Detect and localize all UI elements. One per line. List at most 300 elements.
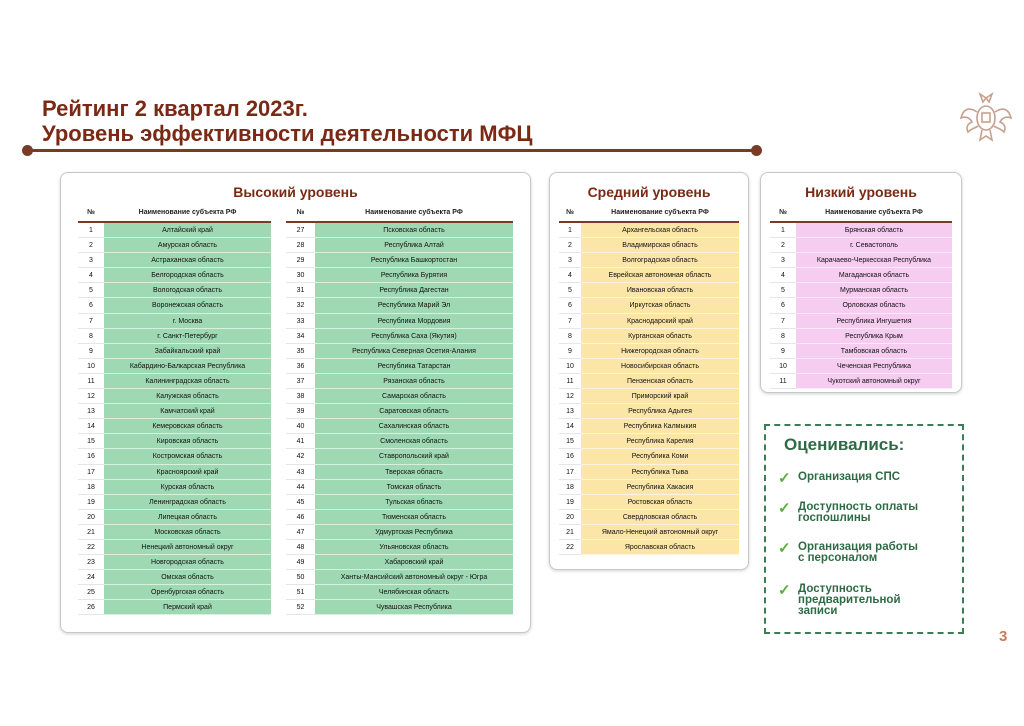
region-name: г. Москва bbox=[104, 314, 271, 329]
region-name: Республика Бурятия bbox=[315, 268, 513, 283]
table-row bbox=[78, 419, 271, 434]
table-row bbox=[286, 253, 513, 268]
region-name: Пермский край bbox=[104, 600, 271, 615]
region-name: Камчатский край bbox=[104, 404, 271, 419]
row-number: 16 bbox=[559, 449, 581, 464]
criteria-item bbox=[778, 472, 958, 486]
region-name: Ульяновская область bbox=[315, 540, 513, 555]
row-number: 22 bbox=[78, 540, 104, 555]
row-number: 1 bbox=[78, 223, 104, 238]
region-name: Магаданская область bbox=[796, 268, 952, 283]
table-row bbox=[559, 525, 739, 540]
region-name: Иркутская область bbox=[581, 298, 739, 313]
table-row bbox=[78, 314, 271, 329]
table-row bbox=[286, 510, 513, 525]
row-number: 14 bbox=[78, 419, 104, 434]
region-name: Костромская область bbox=[104, 449, 271, 464]
table-row bbox=[78, 495, 271, 510]
region-name: Республика Татарстан bbox=[315, 359, 513, 374]
low-level-title: Низкий уровень bbox=[805, 184, 917, 200]
region-name: г. Санкт-Петербург bbox=[104, 329, 271, 344]
row-number: 20 bbox=[559, 510, 581, 525]
row-number: 11 bbox=[559, 374, 581, 389]
divider-dot-left bbox=[22, 145, 33, 156]
region-name: Вологодская область bbox=[104, 283, 271, 298]
table-header bbox=[78, 209, 271, 223]
region-name: Республика Адыгея bbox=[581, 404, 739, 419]
row-number: 21 bbox=[78, 525, 104, 540]
region-name: Ненецкий автономный округ bbox=[104, 540, 271, 555]
low-level-card bbox=[760, 172, 962, 393]
high-table-right bbox=[286, 209, 513, 615]
table-row bbox=[559, 389, 739, 404]
region-name: Самарская область bbox=[315, 389, 513, 404]
region-name: Тюменская область bbox=[315, 510, 513, 525]
region-name: Республика Марий Эл bbox=[315, 298, 513, 313]
region-name: Республика Ингушетия bbox=[796, 314, 952, 329]
table-row bbox=[286, 419, 513, 434]
row-number: 18 bbox=[559, 480, 581, 495]
region-name: г. Севастополь bbox=[796, 238, 952, 253]
table-row bbox=[286, 344, 513, 359]
row-number: 20 bbox=[78, 510, 104, 525]
region-name: Белгородская область bbox=[104, 268, 271, 283]
row-number: 39 bbox=[286, 404, 315, 419]
row-number: 48 bbox=[286, 540, 315, 555]
region-name: Республика Мордовия bbox=[315, 314, 513, 329]
region-name: Ставропольский край bbox=[315, 449, 513, 464]
region-name: Кировская область bbox=[104, 434, 271, 449]
table-row bbox=[78, 570, 271, 585]
table-row bbox=[770, 374, 952, 389]
region-name: Калининградская область bbox=[104, 374, 271, 389]
table-row bbox=[559, 449, 739, 464]
region-name: Республика Саха (Якутия) bbox=[315, 329, 513, 344]
criteria-text: Организация работы bbox=[798, 541, 918, 553]
row-number: 6 bbox=[770, 298, 796, 313]
table-row bbox=[770, 298, 952, 313]
region-name: Омская область bbox=[104, 570, 271, 585]
region-name: Красноярский край bbox=[104, 465, 271, 480]
row-number: 49 bbox=[286, 555, 315, 570]
row-number: 3 bbox=[770, 253, 796, 268]
region-name: Чеченская Республика bbox=[796, 359, 952, 374]
row-number: 44 bbox=[286, 480, 315, 495]
row-number: 4 bbox=[770, 268, 796, 283]
criteria-text: с персоналом bbox=[798, 552, 878, 564]
emblem-icon bbox=[958, 88, 1014, 146]
row-number: 17 bbox=[559, 465, 581, 480]
row-number: 14 bbox=[559, 419, 581, 434]
table-row bbox=[78, 389, 271, 404]
header-name: Наименование субъекта РФ bbox=[611, 209, 709, 216]
table-row bbox=[559, 359, 739, 374]
table-row bbox=[78, 223, 271, 238]
row-number: 21 bbox=[559, 525, 581, 540]
title-divider bbox=[28, 149, 758, 152]
table-row bbox=[559, 253, 739, 268]
region-name: Астраханская область bbox=[104, 253, 271, 268]
criteria-item bbox=[778, 502, 958, 524]
table-row bbox=[286, 404, 513, 419]
criteria-text: Доступность оплаты bbox=[798, 501, 919, 513]
table-row bbox=[770, 238, 952, 253]
check-icon: ✓ bbox=[778, 470, 791, 487]
row-number: 32 bbox=[286, 298, 315, 313]
check-icon: ✓ bbox=[778, 500, 791, 517]
table-row bbox=[559, 238, 739, 253]
row-number: 3 bbox=[78, 253, 104, 268]
row-number: 15 bbox=[559, 434, 581, 449]
region-name: Мурманская область bbox=[796, 283, 952, 298]
divider-dot-right bbox=[751, 145, 762, 156]
region-name: Новгородская область bbox=[104, 555, 271, 570]
table-row bbox=[286, 480, 513, 495]
row-number: 26 bbox=[78, 600, 104, 615]
region-name: Московская область bbox=[104, 525, 271, 540]
region-name: Ленинградская область bbox=[104, 495, 271, 510]
header-num: № bbox=[779, 209, 787, 216]
table-row bbox=[559, 434, 739, 449]
row-number: 11 bbox=[78, 374, 104, 389]
header-name: Наименование субъекта РФ bbox=[825, 209, 923, 216]
header-num: № bbox=[566, 209, 574, 216]
mid-table bbox=[559, 209, 739, 555]
region-name: Республика Тыва bbox=[581, 465, 739, 480]
high-table-left bbox=[78, 209, 271, 615]
row-number: 47 bbox=[286, 525, 315, 540]
table-header bbox=[286, 209, 513, 223]
row-number: 8 bbox=[770, 329, 796, 344]
high-level-title: Высокий уровень bbox=[233, 184, 358, 200]
region-name: Ханты-Мансийский автономный округ - Югра bbox=[315, 570, 513, 585]
table-row bbox=[559, 404, 739, 419]
table-row bbox=[286, 329, 513, 344]
row-number: 10 bbox=[78, 359, 104, 374]
row-number: 13 bbox=[559, 404, 581, 419]
row-number: 8 bbox=[559, 329, 581, 344]
row-number: 10 bbox=[559, 359, 581, 374]
region-name: Новосибирская область bbox=[581, 359, 739, 374]
table-row bbox=[559, 344, 739, 359]
region-name: Забайкальский край bbox=[104, 344, 271, 359]
table-row bbox=[770, 344, 952, 359]
region-name: Республика Северная Осетия-Алания bbox=[315, 344, 513, 359]
table-row bbox=[770, 223, 952, 238]
row-number: 28 bbox=[286, 238, 315, 253]
region-name: Еврейская автономная область bbox=[581, 268, 739, 283]
table-row bbox=[286, 389, 513, 404]
region-name: Волгоградская область bbox=[581, 253, 739, 268]
row-number: 12 bbox=[78, 389, 104, 404]
region-name: Амурская область bbox=[104, 238, 271, 253]
table-row bbox=[286, 555, 513, 570]
row-number: 38 bbox=[286, 389, 315, 404]
region-name: Удмуртская Республика bbox=[315, 525, 513, 540]
region-name: Хабаровский край bbox=[315, 555, 513, 570]
region-name: Брянская область bbox=[796, 223, 952, 238]
criteria-text: предварительной bbox=[798, 594, 901, 606]
table-row bbox=[770, 329, 952, 344]
row-number: 11 bbox=[770, 374, 796, 389]
region-name: Республика Башкортостан bbox=[315, 253, 513, 268]
region-name: Карачаево-Черкесская Республика bbox=[796, 253, 952, 268]
criteria-text: госпошлины bbox=[798, 512, 871, 524]
row-number: 8 bbox=[78, 329, 104, 344]
row-number: 36 bbox=[286, 359, 315, 374]
region-name: Республика Калмыкия bbox=[581, 419, 739, 434]
row-number: 31 bbox=[286, 283, 315, 298]
row-number: 16 bbox=[78, 449, 104, 464]
row-number: 3 bbox=[559, 253, 581, 268]
table-row bbox=[78, 449, 271, 464]
table-row bbox=[286, 570, 513, 585]
criteria-text: записи bbox=[798, 605, 838, 617]
region-name: Тверская область bbox=[315, 465, 513, 480]
region-name: Ямало-Ненецкий автономный округ bbox=[581, 525, 739, 540]
row-number: 6 bbox=[559, 298, 581, 313]
table-row bbox=[78, 253, 271, 268]
row-number: 29 bbox=[286, 253, 315, 268]
table-row bbox=[286, 434, 513, 449]
region-name: Архангельская область bbox=[581, 223, 739, 238]
region-name: Республика Карелия bbox=[581, 434, 739, 449]
criteria-text: Доступность bbox=[798, 583, 872, 595]
table-row bbox=[770, 314, 952, 329]
table-row bbox=[286, 525, 513, 540]
region-name: Калужская область bbox=[104, 389, 271, 404]
region-name: Республика Крым bbox=[796, 329, 952, 344]
table-row bbox=[770, 359, 952, 374]
row-number: 7 bbox=[78, 314, 104, 329]
table-row bbox=[286, 449, 513, 464]
table-row bbox=[78, 525, 271, 540]
row-number: 33 bbox=[286, 314, 315, 329]
region-name: Воронежская область bbox=[104, 298, 271, 313]
region-name: Нижегородская область bbox=[581, 344, 739, 359]
row-number: 34 bbox=[286, 329, 315, 344]
table-row bbox=[78, 600, 271, 615]
table-row bbox=[770, 253, 952, 268]
table-row bbox=[286, 540, 513, 555]
row-number: 4 bbox=[559, 268, 581, 283]
region-name: Республика Дагестан bbox=[315, 283, 513, 298]
table-row bbox=[286, 238, 513, 253]
row-number: 52 bbox=[286, 600, 315, 615]
row-number: 35 bbox=[286, 344, 315, 359]
region-name: Ростовская область bbox=[581, 495, 739, 510]
row-number: 7 bbox=[770, 314, 796, 329]
check-icon: ✓ bbox=[778, 582, 791, 599]
table-row bbox=[286, 600, 513, 615]
region-name: Челябинская область bbox=[315, 585, 513, 600]
region-name: Орловская область bbox=[796, 298, 952, 313]
table-row bbox=[286, 374, 513, 389]
region-name: Липецкая область bbox=[104, 510, 271, 525]
region-name: Республика Алтай bbox=[315, 238, 513, 253]
region-name: Сахалинская область bbox=[315, 419, 513, 434]
row-number: 2 bbox=[78, 238, 104, 253]
table-row bbox=[78, 555, 271, 570]
table-row bbox=[559, 298, 739, 313]
row-number: 5 bbox=[78, 283, 104, 298]
row-number: 5 bbox=[770, 283, 796, 298]
evaluated-criteria-box bbox=[764, 424, 964, 634]
table-row bbox=[559, 283, 739, 298]
table-header bbox=[770, 209, 952, 223]
table-row bbox=[78, 404, 271, 419]
region-name: Пензенская область bbox=[581, 374, 739, 389]
region-name: Республика Коми bbox=[581, 449, 739, 464]
table-row bbox=[286, 283, 513, 298]
row-number: 45 bbox=[286, 495, 315, 510]
region-name: Республика Хакасия bbox=[581, 480, 739, 495]
region-name: Тульская область bbox=[315, 495, 513, 510]
header-name: Наименование субъекта РФ bbox=[365, 209, 463, 216]
table-header bbox=[559, 209, 739, 223]
table-row bbox=[286, 359, 513, 374]
row-number: 46 bbox=[286, 510, 315, 525]
row-number: 22 bbox=[559, 540, 581, 555]
region-name: Рязанская область bbox=[315, 374, 513, 389]
row-number: 42 bbox=[286, 449, 315, 464]
row-number: 18 bbox=[78, 480, 104, 495]
criteria-item bbox=[778, 542, 958, 564]
evaluated-title: Оценивались: bbox=[784, 435, 905, 454]
region-name: Чувашская Республика bbox=[315, 600, 513, 615]
table-row bbox=[78, 359, 271, 374]
row-number: 17 bbox=[78, 465, 104, 480]
row-number: 6 bbox=[78, 298, 104, 313]
header-name: Наименование субъекта РФ bbox=[138, 209, 237, 216]
row-number: 10 bbox=[770, 359, 796, 374]
region-name: Кемеровская область bbox=[104, 419, 271, 434]
region-name: Ивановская область bbox=[581, 283, 739, 298]
row-number: 23 bbox=[78, 555, 104, 570]
header-num: № bbox=[87, 209, 95, 216]
row-number: 12 bbox=[559, 389, 581, 404]
table-row bbox=[78, 480, 271, 495]
table-row bbox=[286, 465, 513, 480]
row-number: 40 bbox=[286, 419, 315, 434]
row-number: 1 bbox=[559, 223, 581, 238]
table-row bbox=[78, 329, 271, 344]
table-row bbox=[559, 495, 739, 510]
criteria-item bbox=[778, 584, 958, 617]
region-name: Курганская область bbox=[581, 329, 739, 344]
mid-level-title: Средний уровень bbox=[587, 184, 711, 200]
page-number: 3 bbox=[999, 628, 1008, 645]
region-name: Чукотский автономный округ bbox=[796, 374, 952, 389]
region-name: Свердловская область bbox=[581, 510, 739, 525]
region-name: Саратовская область bbox=[315, 404, 513, 419]
table-row bbox=[559, 540, 739, 555]
region-name: Кабардино-Балкарская Республика bbox=[104, 359, 271, 374]
header-num: № bbox=[296, 209, 305, 216]
table-row bbox=[286, 223, 513, 238]
table-row bbox=[78, 465, 271, 480]
table-row bbox=[559, 223, 739, 238]
row-number: 9 bbox=[770, 344, 796, 359]
row-number: 19 bbox=[559, 495, 581, 510]
page-title bbox=[42, 96, 532, 146]
row-number: 19 bbox=[78, 495, 104, 510]
row-number: 7 bbox=[559, 314, 581, 329]
table-row bbox=[286, 495, 513, 510]
row-number: 51 bbox=[286, 585, 315, 600]
region-name: Владимирская область bbox=[581, 238, 739, 253]
row-number: 50 bbox=[286, 570, 315, 585]
row-number: 43 bbox=[286, 465, 315, 480]
region-name: Псковская область bbox=[315, 223, 513, 238]
row-number: 4 bbox=[78, 268, 104, 283]
mid-level-card bbox=[549, 172, 749, 570]
region-name: Алтайский край bbox=[104, 223, 271, 238]
table-row bbox=[286, 298, 513, 313]
table-row bbox=[78, 268, 271, 283]
row-number: 15 bbox=[78, 434, 104, 449]
table-row bbox=[559, 419, 739, 434]
table-row bbox=[559, 465, 739, 480]
table-row bbox=[559, 480, 739, 495]
table-row bbox=[78, 298, 271, 313]
table-row bbox=[78, 344, 271, 359]
row-number: 5 bbox=[559, 283, 581, 298]
table-row bbox=[286, 314, 513, 329]
row-number: 25 bbox=[78, 585, 104, 600]
table-row bbox=[286, 268, 513, 283]
row-number: 24 bbox=[78, 570, 104, 585]
region-name: Краснодарский край bbox=[581, 314, 739, 329]
row-number: 13 bbox=[78, 404, 104, 419]
region-name: Оренбургская область bbox=[104, 585, 271, 600]
row-number: 9 bbox=[78, 344, 104, 359]
low-table bbox=[770, 209, 952, 389]
table-row bbox=[78, 374, 271, 389]
row-number: 2 bbox=[559, 238, 581, 253]
region-name: Тамбовская область bbox=[796, 344, 952, 359]
criteria-text: Организация СПС bbox=[798, 471, 901, 483]
table-row bbox=[559, 329, 739, 344]
region-name: Курская область bbox=[104, 480, 271, 495]
row-number: 30 bbox=[286, 268, 315, 283]
table-row bbox=[559, 268, 739, 283]
region-name: Смоленская область bbox=[315, 434, 513, 449]
region-name: Томская область bbox=[315, 480, 513, 495]
high-level-card bbox=[60, 172, 531, 633]
row-number: 37 bbox=[286, 374, 315, 389]
table-row bbox=[78, 510, 271, 525]
region-name: Приморский край bbox=[581, 389, 739, 404]
check-icon: ✓ bbox=[778, 540, 791, 557]
title-line-1: Рейтинг 2 квартал 2023г. bbox=[42, 96, 308, 121]
row-number: 27 bbox=[286, 223, 315, 238]
title-line-2: Уровень эффективности деятельности МФЦ bbox=[42, 121, 533, 146]
table-row bbox=[78, 238, 271, 253]
table-row bbox=[559, 510, 739, 525]
table-row bbox=[78, 283, 271, 298]
table-row bbox=[78, 540, 271, 555]
table-row bbox=[78, 434, 271, 449]
table-row bbox=[559, 314, 739, 329]
table-row bbox=[78, 585, 271, 600]
table-row bbox=[770, 268, 952, 283]
row-number: 1 bbox=[770, 223, 796, 238]
row-number: 9 bbox=[559, 344, 581, 359]
row-number: 2 bbox=[770, 238, 796, 253]
table-row bbox=[286, 585, 513, 600]
table-row bbox=[559, 374, 739, 389]
